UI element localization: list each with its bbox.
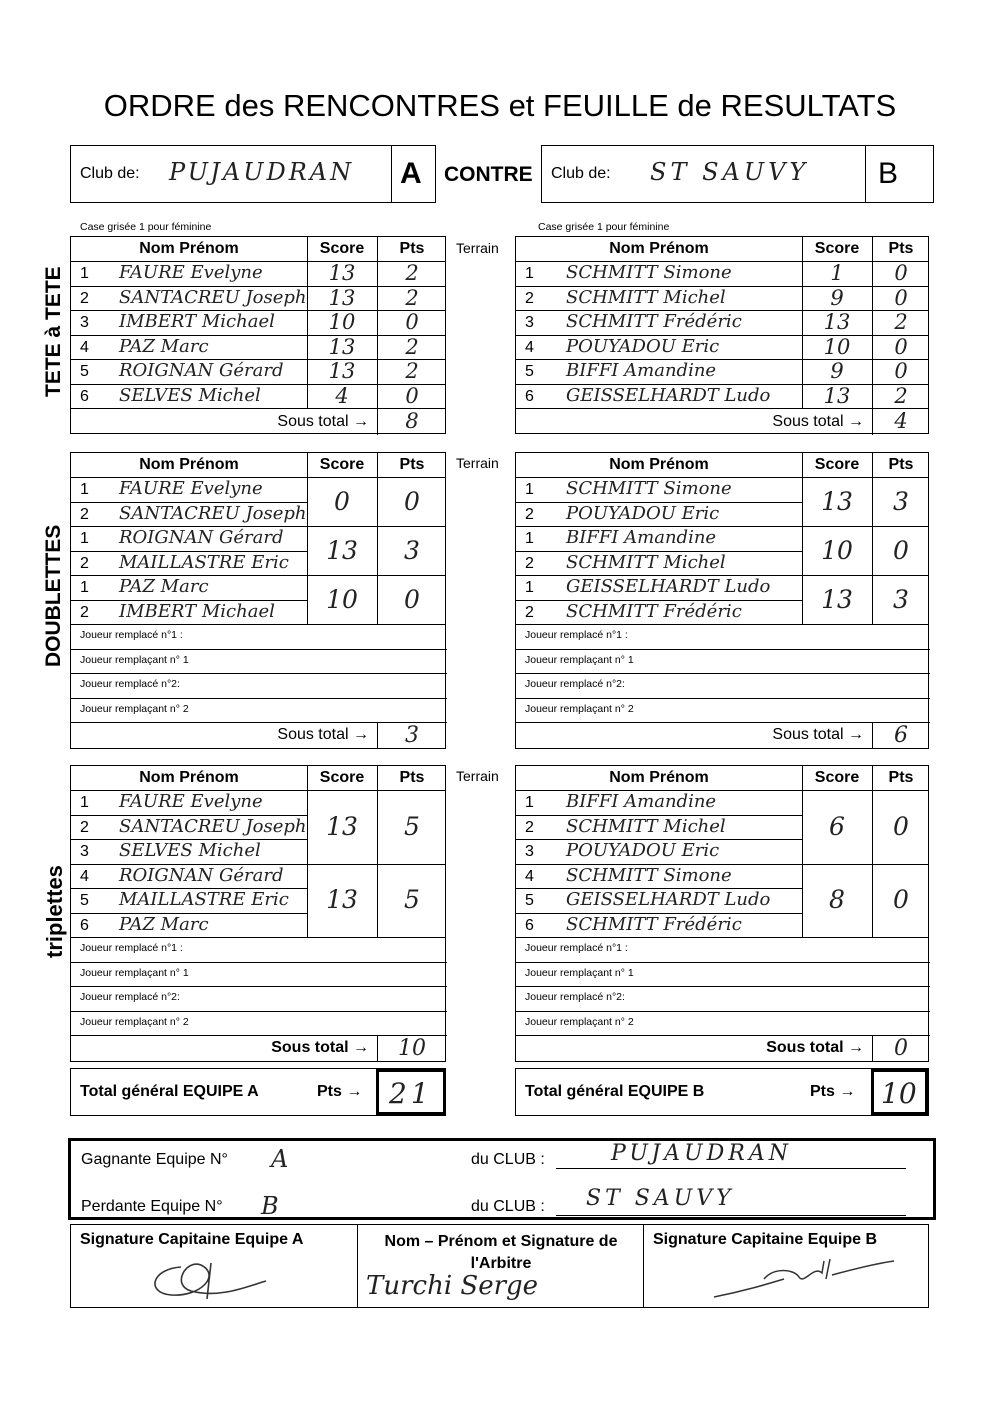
player-score: 9 [830,359,844,383]
perdante-label: Perdante Equipe N° [81,1198,223,1215]
column-header-pts: Pts [399,769,425,786]
team-score: 13 [326,811,358,841]
team-pts: 0 [893,535,909,565]
player-score: 13 [328,261,356,285]
player-row [71,503,307,528]
player-number: 2 [80,818,89,836]
sous-total-value: 6 [894,722,908,748]
player-row [71,311,445,336]
replacement-row [516,699,930,724]
gagnante-club-line [556,1168,906,1169]
player-number: 5 [80,892,89,909]
player-row [516,552,802,577]
player-pts: 2 [405,285,419,310]
replacement-row [516,625,930,650]
total-a-value: 21 [389,1077,433,1110]
player-number: 5 [525,363,534,380]
player-name: SANTACREU Joseph [119,815,307,837]
total-a-pts-label: Pts → [317,1083,363,1100]
sous-total-label: Sous total → [766,1038,864,1056]
column-header-score: Score [814,456,860,473]
column-divider [802,766,803,938]
total-b-value: 10 [881,1077,917,1110]
column-header-name: Nom Prénom [609,456,709,473]
replacement-label: Joueur remplaçant n° 1 [80,966,189,979]
player-row [71,816,307,841]
club-a-name: PUJAUDRAN [169,158,355,186]
player-row [71,914,307,939]
signature-captain-a-label: Signature Capitaine Equipe A [80,1231,304,1248]
column-header-name: Nom Prénom [139,456,239,473]
team-group [71,576,445,625]
column-divider [872,766,873,938]
contre-label: CONTRE [444,163,533,186]
signature-captain-b-label: Signature Capitaine Equipe B [653,1231,878,1248]
player-number: 3 [525,314,534,331]
player-score: 13 [328,285,356,310]
player-number: 1 [80,265,89,282]
player-pts: 2 [894,383,908,408]
replacement-label: Joueur remplacé n°1 : [525,629,628,641]
player-name: SCHMITT Simone [566,262,732,283]
team-group [516,527,928,576]
player-name: FAURE Evelyne [119,478,263,499]
player-name: SCHMITT Frédéric [566,913,742,935]
team-group [71,478,445,527]
sous-total-label: Sous total → [772,725,864,743]
column-header-score: Score [319,769,365,786]
team-score: 10 [326,584,358,614]
team-pts: 3 [893,486,909,516]
terrain-label-1: Terrain [456,240,499,256]
team-pts: 0 [404,486,420,516]
player-name: PAZ Marc [119,913,209,935]
player-row [516,816,802,841]
team-score: 13 [821,486,853,516]
club-b-letter: B [878,157,899,190]
player-row [71,576,307,601]
column-header-score: Score [319,456,365,473]
club-b-letter-cell [865,146,933,202]
team-score: 13 [821,584,853,614]
player-name: SCHMITT Simone [566,864,732,886]
column-header-score: Score [319,240,365,257]
total-b-box [515,1068,929,1116]
player-row [516,865,802,890]
team-pts: 0 [893,811,909,841]
team-score: 13 [326,885,358,915]
player-number: 3 [80,843,89,860]
player-number: 5 [525,892,534,909]
player-name: SELVES Michel [119,840,261,861]
player-row [71,889,307,914]
column-header-name: Nom Prénom [139,769,239,786]
team-group [71,791,445,865]
result-box [68,1138,936,1220]
player-row [71,552,307,577]
player-name: POUYADOU Eric [566,335,720,357]
feminine-note-b: Case grisée 1 pour féminine [538,221,670,233]
total-b-value-box [871,1069,928,1115]
player-name: MAILLASTRE Eric [119,551,289,573]
player-name: PAZ Marc [119,335,209,357]
player-pts: 0 [894,261,908,285]
club-a-letter: A [400,157,422,190]
team-score: 8 [829,885,845,915]
player-row [71,601,307,626]
replacement-label: Joueur remplacé n°2: [525,678,625,690]
player-name: SCHMITT Frédéric [566,311,742,332]
player-row [71,478,307,503]
team-group [516,865,928,939]
replacement-row [71,987,447,1012]
column-divider [872,237,873,409]
player-pts: 2 [405,334,419,359]
sous-total-label: Sous total → [271,1038,369,1056]
player-pts: 2 [405,261,419,285]
sous-total-value: 4 [894,409,908,433]
player-pts: 0 [894,334,908,359]
player-name: SCHMITT Michel [566,815,726,837]
column-divider [377,766,378,938]
player-number: 1 [525,530,534,547]
player-number: 1 [80,530,89,547]
player-score: 13 [328,359,356,383]
player-name: ROIGNAN Gérard [119,864,284,886]
player-row [516,262,928,287]
replacement-row [516,674,930,699]
player-row [516,360,928,385]
terrain-label-2: Terrain [456,455,499,471]
player-number: 1 [525,579,534,596]
club-b-box [541,145,934,203]
player-name: FAURE Evelyne [119,791,263,812]
player-number: 2 [525,505,534,523]
signature-area [70,1224,929,1308]
player-number: 4 [525,867,534,885]
team-group [516,791,928,865]
player-number: 2 [80,505,89,523]
total-b-pts-label: Pts → [810,1083,856,1100]
replacement-row [516,1012,930,1037]
gagnante-club-value: PUJAUDRAN [611,1141,792,1166]
replacement-row [71,699,447,724]
club-b-label: Club de: [551,165,611,182]
replacement-label: Joueur remplaçant n° 1 [80,653,189,666]
player-number: 2 [80,289,89,307]
player-number: 2 [80,603,89,621]
player-number: 1 [80,579,89,596]
signature-cell-b [644,1225,928,1307]
feminine-note-a: Case grisée 1 pour féminine [80,221,212,233]
sous-total-value: 3 [405,722,419,748]
sous-total-value: 8 [405,409,419,433]
column-header-pts: Pts [888,456,914,473]
replacement-label: Joueur remplaçant n° 1 [525,653,634,666]
player-row [71,287,445,312]
club-a-box [70,145,436,203]
player-name: SCHMITT Frédéric [566,600,742,622]
section-label-tete: TETE à TETE [42,266,65,397]
player-number: 3 [525,843,534,860]
perdante-club-value: ST SAUVY [586,1186,735,1211]
player-pts: 0 [894,285,908,310]
player-score: 10 [823,334,851,359]
signature-arbitre-label: Nom – Prénom et Signature de l'Arbitre [384,1233,618,1272]
column-header-pts: Pts [888,769,914,786]
player-number: 2 [80,554,89,572]
player-number: 1 [525,265,534,282]
player-row [516,889,802,914]
doublettes-table-a [70,452,446,749]
player-name: SCHMITT Simone [566,478,732,499]
player-score: 13 [823,310,851,334]
player-row [516,576,802,601]
player-row [71,791,307,816]
player-number: 6 [80,916,89,934]
player-score: 1 [830,261,844,285]
section-label-doublettes: DOUBLETTES [42,524,65,667]
replacement-row [516,938,930,963]
player-number: 4 [80,338,89,356]
replacement-row [71,1012,447,1037]
column-header-pts: Pts [888,240,914,257]
player-row [71,865,307,890]
perdante-club-label: du CLUB : [471,1198,545,1215]
replacement-label: Joueur remplaçant n° 1 [525,966,634,979]
perdante-club-line [556,1215,906,1216]
gagnante-label: Gagnante Equipe N° [81,1151,228,1168]
sous-total-label: Sous total → [772,413,864,430]
player-number: 1 [525,481,534,498]
team-pts: 3 [893,584,909,614]
replacement-row [71,625,447,650]
player-row [71,385,445,410]
player-row [71,840,307,865]
signature-cell-a [71,1225,358,1307]
player-row [71,527,307,552]
player-name: POUYADOU Eric [566,840,720,861]
replacement-label: Joueur remplaçant n° 2 [80,1015,189,1028]
replacement-label: Joueur remplacé n°1 : [525,942,628,954]
player-pts: 0 [405,383,419,408]
player-number: 6 [525,916,534,934]
player-score: 9 [830,285,844,310]
player-score: 4 [335,383,349,408]
replacement-row [516,650,930,675]
replacement-label: Joueur remplaçant n° 2 [80,702,189,715]
club-b-name: ST SAUVY [650,158,810,186]
player-number: 1 [80,794,89,811]
player-number: 4 [80,867,89,885]
replacement-label: Joueur remplacé n°1 : [80,629,183,641]
team-score: 13 [326,535,358,565]
tete-table-b [515,236,929,434]
team-pts: 0 [893,885,909,915]
triplettes-table-a [70,765,446,1062]
column-header-score: Score [814,240,860,257]
player-name: SANTACREU Joseph [119,502,307,524]
column-header-score: Score [814,769,860,786]
replacement-label: Joueur remplacé n°2: [525,991,625,1003]
replacement-row [71,938,447,963]
player-row [516,385,928,410]
gagnante-value: A [271,1145,289,1173]
player-row [71,336,445,361]
player-name: BIFFI Amandine [566,527,717,548]
player-number: 2 [525,818,534,836]
column-divider [802,237,803,409]
sous-total-value: 10 [398,1035,426,1061]
replacement-label: Joueur remplaçant n° 2 [525,1015,634,1028]
player-row [516,914,802,939]
player-row [516,791,802,816]
player-name: BIFFI Amandine [566,360,717,381]
replacement-label: Joueur remplacé n°2: [80,678,180,690]
club-a-label: Club de: [80,165,140,182]
team-group [516,576,928,625]
replacement-row [516,987,930,1012]
replacement-row [71,674,447,699]
player-pts: 0 [894,359,908,383]
player-name: SANTACREU Joseph [119,286,307,308]
player-number: 3 [80,314,89,331]
team-pts: 5 [404,811,420,841]
sous-total-label: Sous total → [277,725,369,743]
player-number: 5 [80,363,89,380]
player-number: 2 [525,603,534,621]
player-name: IMBERT Michael [119,600,275,622]
player-pts: 2 [894,310,908,334]
replacement-label: Joueur remplacé n°1 : [80,942,183,954]
team-score: 10 [821,535,853,565]
triplettes-table-b [515,765,929,1062]
column-divider [802,453,803,625]
player-number: 6 [525,387,534,405]
player-name: BIFFI Amandine [566,791,717,812]
signature-cell-arbitre [358,1225,644,1307]
total-b-label: Total général EQUIPE B [525,1083,705,1100]
sous-total-value: 0 [894,1035,908,1061]
replacement-label: Joueur remplaçant n° 2 [525,702,634,715]
player-pts: 0 [405,310,419,334]
player-row [516,336,928,361]
player-name: SCHMITT Michel [566,551,726,573]
column-header-name: Nom Prénom [609,240,709,257]
player-name: GEISSELHARDT Ludo [566,384,771,406]
player-row [516,503,802,528]
player-name: ROIGNAN Gérard [119,527,284,548]
team-group [71,865,445,939]
replacement-label: Joueur remplacé n°2: [80,991,180,1003]
column-header-pts: Pts [399,240,425,257]
player-name: GEISSELHARDT Ludo [566,576,771,597]
player-number: 2 [525,554,534,572]
player-name: ROIGNAN Gérard [119,360,284,381]
player-number: 6 [80,387,89,405]
column-divider [377,237,378,409]
player-score: 13 [823,383,851,408]
player-row [516,478,802,503]
page-title: ORDRE des RENCONTRES et FEUILLE de RESULTATS [103,88,897,123]
total-a-value-box [376,1069,446,1115]
column-header-pts: Pts [399,456,425,473]
player-row [516,311,928,336]
team-pts: 0 [404,584,420,614]
player-name: GEISSELHARDT Ludo [566,889,771,910]
player-name: PAZ Marc [119,576,209,597]
team-group [516,478,928,527]
player-pts: 2 [405,359,419,383]
tete-table-a [70,236,446,434]
gagnante-club-label: du CLUB : [471,1151,545,1168]
club-a-letter-cell [391,146,435,202]
replacement-row [71,650,447,675]
column-header-name: Nom Prénom [139,240,239,257]
team-pts: 3 [404,535,420,565]
player-name: POUYADOU Eric [566,502,720,524]
column-divider [377,453,378,625]
player-name: MAILLASTRE Eric [119,889,289,910]
column-divider [872,453,873,625]
player-row [516,527,802,552]
perdante-value: B [261,1192,279,1220]
player-name: SCHMITT Michel [566,286,726,308]
player-number: 1 [80,481,89,498]
player-row [71,360,445,385]
player-row [516,601,802,626]
doublettes-table-b [515,452,929,749]
section-label-triplettes: triplettes [42,865,67,958]
total-a-box [70,1068,446,1116]
player-row [516,840,802,865]
player-score: 13 [328,334,356,359]
player-number: 2 [525,289,534,307]
player-name: SELVES Michel [119,384,261,406]
team-pts: 5 [404,885,420,915]
player-number: 4 [525,338,534,356]
terrain-label-3: Terrain [456,768,499,784]
column-divider [307,766,308,938]
player-number: 1 [525,794,534,811]
player-name: IMBERT Michael [119,311,275,332]
team-score: 6 [829,811,845,841]
sous-total-label: Sous total → [277,413,369,430]
column-header-name: Nom Prénom [609,769,709,786]
column-divider [307,453,308,625]
total-a-label: Total général EQUIPE A [80,1083,259,1100]
signature-captain-a-scribble [141,1255,271,1303]
replacement-row [516,963,930,988]
team-group [71,527,445,576]
team-score: 0 [334,486,350,516]
replacement-row [71,963,447,988]
column-divider [307,237,308,409]
player-score: 10 [328,310,356,334]
signature-arbitre-name: Turchi Serge [366,1271,539,1301]
signature-captain-b-scribble [704,1255,904,1305]
player-name: FAURE Evelyne [119,262,263,283]
player-row [71,262,445,287]
player-row [516,287,928,312]
